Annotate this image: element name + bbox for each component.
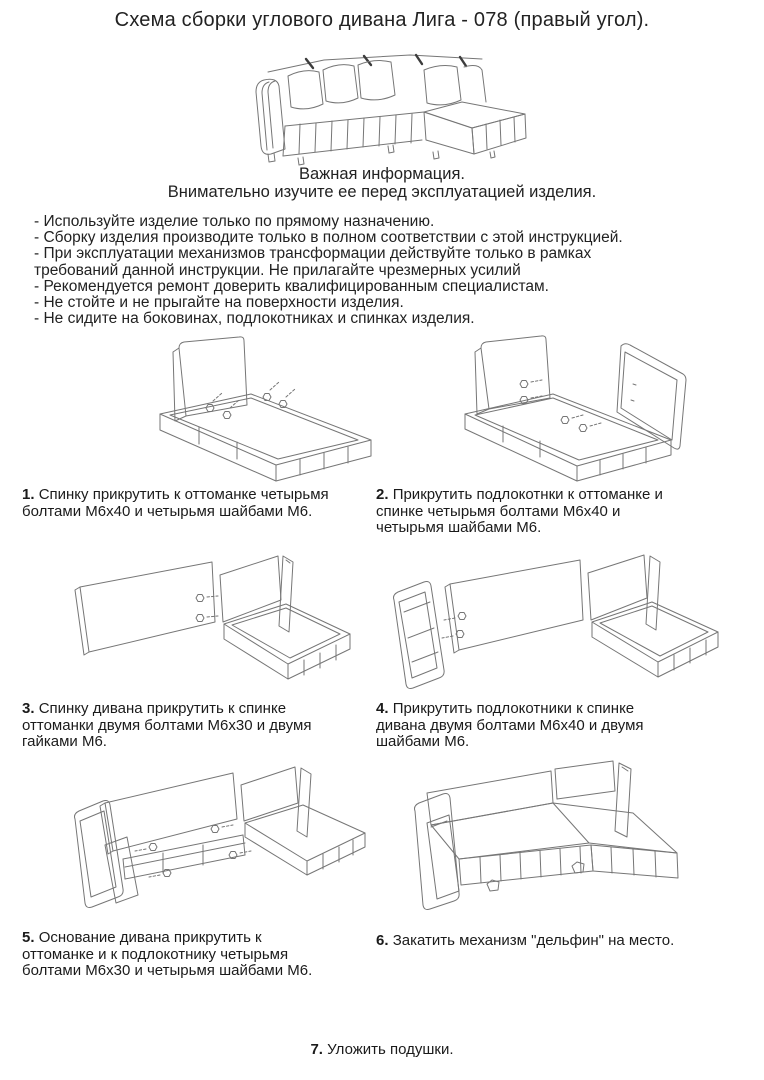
- important-subheading: Внимательно изучите ее перед эксплуатацией изделия.: [167, 182, 597, 201]
- step-1-caption: [22, 487, 334, 520]
- assembled-sofa-drawing: [228, 46, 538, 171]
- warning-item: - Рекомендуется ремонт доверить квалифицированным специалистам.: [34, 277, 549, 295]
- warning-item: - Не стойте и не прыгайте на поверхности изделия.: [34, 294, 404, 312]
- step-7-caption: [0, 1042, 764, 1059]
- step-text: Прикрутить подлокотники к спинке дивана двумя болтами М6х40 и двумя шайбами М6.: [376, 700, 644, 750]
- important-info-block: [0, 166, 764, 201]
- warnings-list: [34, 214, 679, 327]
- step-number: 6.: [376, 932, 389, 949]
- step-text: Прикрутить подлокотнки к оттоманке и спинке четырьмя болтами М6х40 и четырьмя шайбами М6.: [376, 486, 663, 536]
- step-text: Закатить механизм "дельфин" на место.: [392, 932, 675, 949]
- step-2-illustration: [425, 332, 725, 484]
- step-text: Спинку прикрутить к оттоманке четырьмя болтами М6х40 и четырьмя шайбами М6.: [22, 486, 329, 520]
- hero-sofa-illustration: [228, 46, 538, 171]
- warning-item: - Используйте изделие только по прямому назначению.: [34, 213, 435, 230]
- step-number: 4.: [376, 700, 389, 717]
- step-number: 7.: [310, 1041, 323, 1058]
- step-5-caption: [22, 930, 334, 980]
- step-6-caption: [376, 933, 688, 950]
- step-number: 2.: [376, 486, 389, 503]
- step-number: 5.: [22, 929, 35, 946]
- step-5-illustration: [45, 755, 383, 920]
- warning-item: - Не сидите на боковинах, подлокотниках и спинках изделия.: [34, 310, 475, 328]
- step-number: 3.: [22, 700, 35, 717]
- step-3-illustration: [42, 542, 380, 697]
- step-3-caption: [22, 701, 334, 751]
- step-text: Основание дивана прикрутить к оттоманке и к подлокотнику четырьмя болтами М6х30 и четырьмя шайбами М6.: [22, 929, 313, 979]
- step-text: Уложить подушки.: [327, 1041, 454, 1058]
- step-4-illustration: [382, 540, 760, 698]
- step-6-illustration: [385, 757, 760, 917]
- page-title: Схема сборки углового дивана Лига - 078 (правый угол).: [114, 9, 650, 31]
- warning-item: - Сборку изделия производите только в полном соответствии с этой инструкцией.: [34, 229, 623, 247]
- step-1-illustration: [115, 335, 400, 483]
- important-heading: Важная информация.: [299, 165, 465, 183]
- step-2-caption: [376, 487, 688, 537]
- step-text: Спинку дивана прикрутить к спинке оттоманки двумя болтами М6х30 и двумя гайками М6.: [22, 700, 312, 750]
- warning-item: - При эксплуатации механизмов трансформации действуйте только в рамках требований данной инструкции. Не прилагайте чрезмерных усилий: [34, 245, 592, 279]
- step-number: 1.: [22, 486, 35, 503]
- step-4-caption: [376, 701, 688, 751]
